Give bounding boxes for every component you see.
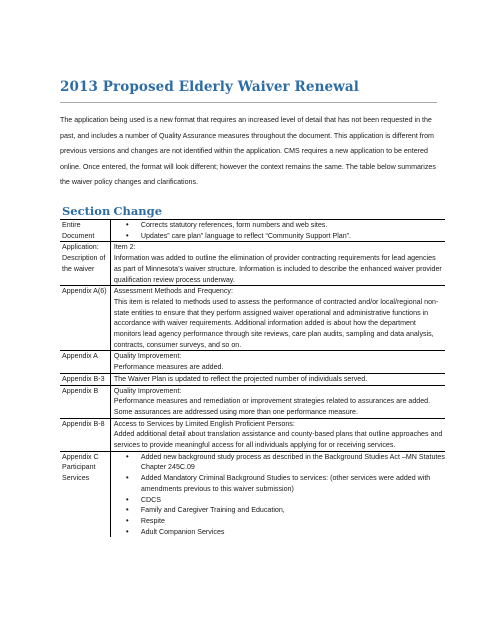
table-row xyxy=(60,220,445,242)
change-bullet: • Updates” care plan” language to reflect “Community Support Plan”. xyxy=(114,231,445,242)
table-row xyxy=(60,385,445,418)
changes-table xyxy=(60,205,445,537)
change-cell xyxy=(110,220,445,242)
section-cell: Entire Document xyxy=(62,221,95,240)
change-cell xyxy=(110,451,445,537)
change-bullet: • Corrects statutory references, form numbers and web sites. xyxy=(114,220,445,231)
table-row xyxy=(60,451,445,537)
change-heading: Quality Improvement: xyxy=(113,386,182,395)
change-cell xyxy=(110,418,445,451)
table-row xyxy=(60,418,445,451)
change-text: The Waiver Plan is updated to reflect the projected number of individuals served. xyxy=(113,374,368,383)
change-bullet: • Adult Companion Services xyxy=(114,527,445,538)
change-heading: Access to Services by Limited English Proficient Persons: xyxy=(113,419,295,428)
change-heading: Assessment Methods and Frequency: xyxy=(113,287,233,296)
change-bullet-list xyxy=(114,452,445,538)
change-cell xyxy=(110,385,445,418)
change-text: Information was added to outline the elimination of provider contracting requirements for lead agencies as part of Minnesota’s waiver structure. Information is included to describe the enhanced waiver provider qualification review process underway. xyxy=(113,254,442,284)
change-heading: Item 2: xyxy=(113,243,136,252)
change-bullet: • Added Mandatory Criminal Background Studies to services: (other services were added with amendments previous to this waiver submission) xyxy=(114,473,445,494)
change-bullet: • CDCS xyxy=(114,495,445,506)
title-divider xyxy=(60,102,437,103)
change-text: This item is related to methods used to assess the performance of contracted and/or local/regional non-state entities to ensure that they perform assigned waiver operational and administrative functions in accordance with waiver requirements. Additional information added is about how the department monitors lead agency performance through site reviews, care plan audits, sampling and data analysis, contracts, consumer surveys, and so on. xyxy=(113,297,439,349)
table-row xyxy=(60,286,445,351)
section-cell: Appendix B-3 xyxy=(60,373,110,385)
change-text: Performance measures are added. xyxy=(113,363,224,372)
change-cell xyxy=(110,242,445,286)
section-cell: Appendix B xyxy=(60,385,110,418)
document-title: 2013 Proposed Elderly Waiver Renewal xyxy=(60,79,359,95)
change-bullet: • Added new background study process as described in the Background Studies Act –MN Statutes Chapter 245C.09 xyxy=(114,452,445,473)
section-cell: Appendix A xyxy=(60,351,110,373)
header-change: Change xyxy=(110,205,445,220)
change-text: Added additional detail about translation assistance and county-based plans that outline approaches and services to provide meaningful access for all individuals applying for or receiving services. xyxy=(113,430,443,450)
change-cell xyxy=(110,373,445,385)
change-text: Performance measures and remediation or improvement strategies related to assurances are added. Some assurances are addressed using more than one performance measure. xyxy=(113,397,431,416)
table-row xyxy=(60,242,445,286)
change-bullet-list xyxy=(114,220,445,241)
intro-paragraph xyxy=(60,113,445,191)
table-row xyxy=(60,373,445,385)
change-cell xyxy=(110,286,445,351)
section-cell: Appendix B-8 xyxy=(60,418,110,451)
change-cell xyxy=(110,351,445,373)
table-row xyxy=(60,351,445,373)
section-cell: Appendix A(6) xyxy=(60,286,110,351)
section-cell: Application: Description of the waiver xyxy=(60,242,110,286)
change-bullet: • Family and Caregiver Training and Education, xyxy=(114,505,445,516)
table-header-row xyxy=(60,205,445,220)
table-body xyxy=(60,220,445,538)
intro-text: The application being used is a new format that requires an increased level of detail that has not been requested in the past, and includes a number of Quality Assurance measures throughout the document. This application is different from previous versions and changes are not identified within the application. CMS requires a new application to be entered online. Once entered, the format will look different; however the context remains the same. The table below summarizes the waiver policy changes and clarifications. xyxy=(60,116,436,187)
change-heading: Quality Improvement: xyxy=(113,352,182,361)
section-cell: Appendix C Participant Services xyxy=(60,451,110,537)
change-bullet: • Respite xyxy=(114,516,445,527)
header-section: Section xyxy=(62,204,111,218)
